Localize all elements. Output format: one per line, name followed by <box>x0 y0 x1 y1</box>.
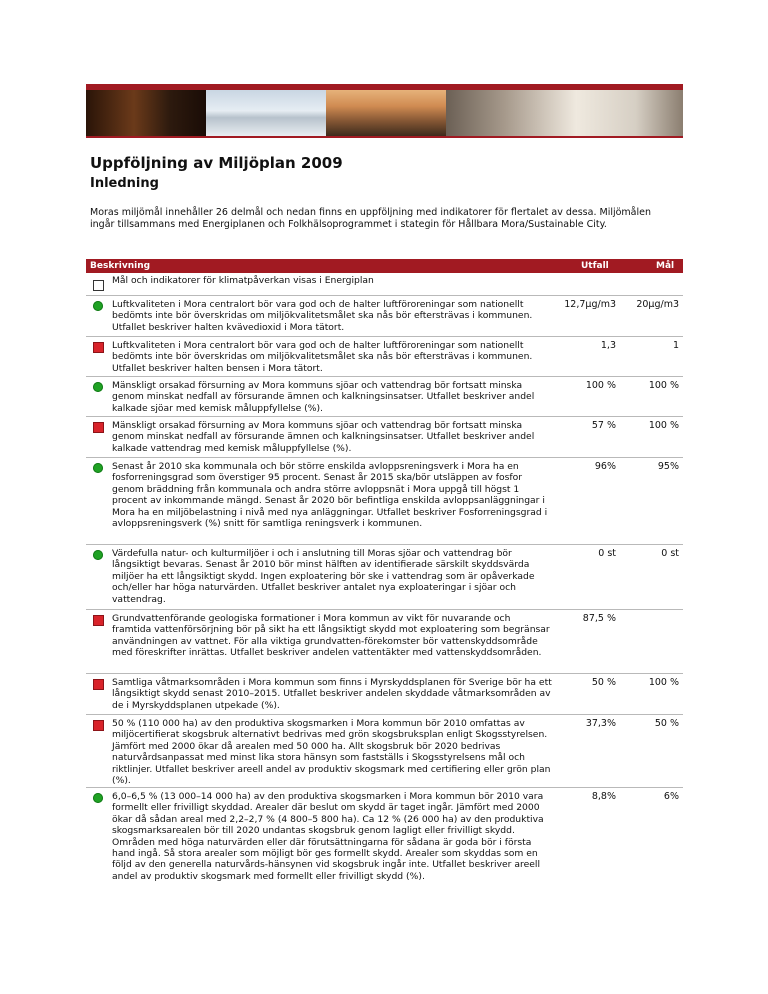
row-description: Mänskligt orsakad försurning av Mora kommuns sjöar och vattendrag bör fortsatt minska genom minskat nedfall av försurande ämnen och kalkningsinsatser. Utfallet beskriver andel kalkade sjöar med kemisk måluppfyllelse (%). <box>112 380 535 414</box>
row-mal: 0 st <box>661 548 679 559</box>
table-header <box>86 259 683 273</box>
row-mal: 6% <box>663 791 679 802</box>
banner-photo-musicians <box>86 90 206 136</box>
status-green-circle-icon <box>93 793 103 803</box>
row-utfall: 1,3 <box>600 340 616 351</box>
row-divider <box>86 714 683 715</box>
row-utfall: 87,5 % <box>582 613 616 624</box>
row-mal: 100 % <box>648 677 679 688</box>
status-red-square-icon <box>93 720 104 731</box>
row-mal: 20µg/m3 <box>636 299 679 310</box>
intro-paragraph: Moras miljömål innehåller 26 delmål och nedan finns en uppföljning med indikatorer för flertalet av dessa. Miljömålen ingår tillsammans med Energiplanen och Folkhälsoprogrammet i stategin för Hållbara Mora/Sustainable City. <box>90 207 652 230</box>
empty-checkbox-icon <box>93 280 104 291</box>
status-green-circle-icon <box>93 382 103 392</box>
row-utfall: 50 % <box>591 677 616 688</box>
header-beskrivning: Beskrivning <box>90 261 151 271</box>
row-description: Luftkvaliteten i Mora centralort bör vara god och de halter luftföroreningar som nationellt bedömts inte bör överskridas om miljökvalitetsmålet ska nås bör eftersträvas i kommunen. Utfallet beskriver halten kvävedioxid i Mora tätort. <box>112 299 533 333</box>
row-description: Samtliga våtmarksområden i Mora kommun som finns i Myrskyddsplanen för Sverige bör ha ett långsiktigt skydd senast 2010–2015. Utfallet beskriver andelen skyddade våtmarksområden av de i Myrskyddsplanen utpekade (%). <box>112 677 552 711</box>
status-green-circle-icon <box>93 301 103 311</box>
row-description: 50 % (110 000 ha) av den produktiva skogsmarken i Mora kommun bör 2010 omfattas av miljöcertifierat skogsbruk alternativt bedrivas med grön skogsbruksplan enligt Skogsstyrelsen. Jämfört med 2000 ökar då arealen med 50 000 ha. Allt skogsbruk bör 2020 bedrivas naturvårdsanpassat med minst lika stora hänsyn som fastställs i Skogsstyrelsens mål och riktlinjer. Utfallet beskriver areell andel av produktiv skogsmark med certifiering eller grön plan (%). <box>112 718 551 787</box>
status-red-square-icon <box>93 615 104 626</box>
row-divider <box>86 544 683 545</box>
banner-photo-polar-bear <box>446 90 683 136</box>
row-utfall: 96% <box>594 461 616 472</box>
row-divider <box>86 416 683 417</box>
row-mal: 100 % <box>648 380 679 391</box>
row-mal: 95% <box>657 461 679 472</box>
row-mal: 50 % <box>654 718 679 729</box>
row-divider <box>86 673 683 674</box>
row-description: Luftkvaliteten i Mora centralort bör vara god och de halter luftföroreningar som nationellt bedömts inte bör överskridas om miljökvalitetsmålet ska nås bör eftersträvas i kommunen. Utfallet beskriver halten bensen i Mora tätort. <box>112 340 533 374</box>
status-red-square-icon <box>93 679 104 690</box>
row-mal: 100 % <box>648 420 679 431</box>
banner-bottom-bar <box>86 136 683 138</box>
page-title: Uppföljning av Miljöplan 2009 <box>90 154 343 172</box>
row-utfall: 57 % <box>591 420 616 431</box>
row-divider <box>86 787 683 788</box>
row-utfall: 0 st <box>598 548 616 559</box>
row-description: 6,0–6,5 % (13 000–14 000 ha) av den produktiva skogsmarken i Mora kommun bör 2010 vara formellt eller frivilligt skyddad. Arealer där beslut om skydd är taget ingår. Jämfört med 2000 ökar då sådan areal med 2,2–2,7 % (4 800–5 800 ha). Ca 12 % (26 000 ha) av den produktiva skogsmarksarealen bör till 2020 undantas skogsbruk genom lagligt eller frivilligt skydd. Områden med höga naturvärden eller där förutsättningarna för sådana är goda bör i första hand ingå. Så stora arealer som möjligt bör ges formellt skydd. Arealer som skyddas som en följd av den generella naturvårds-hänsynen vid skogsbruk ingår inte. Utfallet beskriver areell andel av produktiv skogsmark med formellt eller frivilligt skydd (%). <box>112 791 544 882</box>
status-red-square-icon <box>93 342 104 353</box>
row-divider <box>86 457 683 458</box>
row-description: Värdefulla natur- och kulturmiljöer i och i anslutning till Moras sjöar och vattendrag bör långsiktigt bevaras. Senast år 2010 bör minst hälften av identifierade särskilt skyddsvärda miljöer ha ett långsiktigt skydd. Ingen exploatering bör ske i vattendrag som är opåverkade och/eller har höga naturvärden. Utfallet beskriver antalet nya exploateringar i sjöar och vattendrag. <box>112 548 535 605</box>
row-utfall: 100 % <box>585 380 616 391</box>
row-utfall: 12,7µg/m3 <box>564 299 616 310</box>
row-utfall: 8,8% <box>591 791 616 802</box>
row-description: Mål och indikatorer för klimatpåverkan visas i Energiplan <box>112 275 374 286</box>
row-divider <box>86 336 683 337</box>
row-description: Mänskligt orsakad försurning av Mora kommuns sjöar och vattendrag bör fortsatt minska genom minskat nedfall av försurande ämnen och kalkningsinsatser. Utfallet beskriver andel kalkade vattendrag med kemisk måluppfyllelse (%). <box>112 420 535 454</box>
header-utfall: Utfall <box>581 261 609 271</box>
row-divider <box>86 609 683 610</box>
row-divider <box>86 295 683 296</box>
status-green-circle-icon <box>93 550 103 560</box>
row-description: Senast år 2010 ska kommunala och bör större enskilda avloppsreningsverk i Mora ha en fosforreningsgrad som överstiger 95 procent. Senast år 2015 ska/bör utsläppen av fosfor genom bräddning från kommunala och andra större avloppsnät i Mora uppgå till högst 1 procent av inkommande mängd. Senast år 2020 bör befintliga enskilda avloppsanläggningar i Mora ha en miljöbelastning i nivå med nya anläggningar. Utfallet beskriver Fosforreningsgrad i avloppsreningsverk (%) snitt för samtliga reningsverk i kommunen. <box>112 461 548 530</box>
row-divider <box>86 376 683 377</box>
row-mal: 1 <box>672 340 679 351</box>
status-green-circle-icon <box>93 463 103 473</box>
header-mal: Mål <box>656 261 675 271</box>
banner-photo-skiers <box>206 90 326 136</box>
header-banner-image <box>86 90 683 136</box>
section-heading: Inledning <box>90 176 159 191</box>
banner-photo-sunset <box>326 90 446 136</box>
row-description: Grundvattenförande geologiska formationer i Mora kommun av vikt för nuvarande och framtida vattenförsörjning bör på sikt ha ett långsiktigt skydd mot exploatering som begränsar användningen av vattnet. För alla viktiga grundvatten-förekomster bör vattenskyddsområde med föreskrifter inrättas. Utfallet beskriver andelen vattentäkter med vattenskyddsområden. <box>112 613 550 659</box>
status-red-square-icon <box>93 422 104 433</box>
row-utfall: 37,3% <box>585 718 616 729</box>
